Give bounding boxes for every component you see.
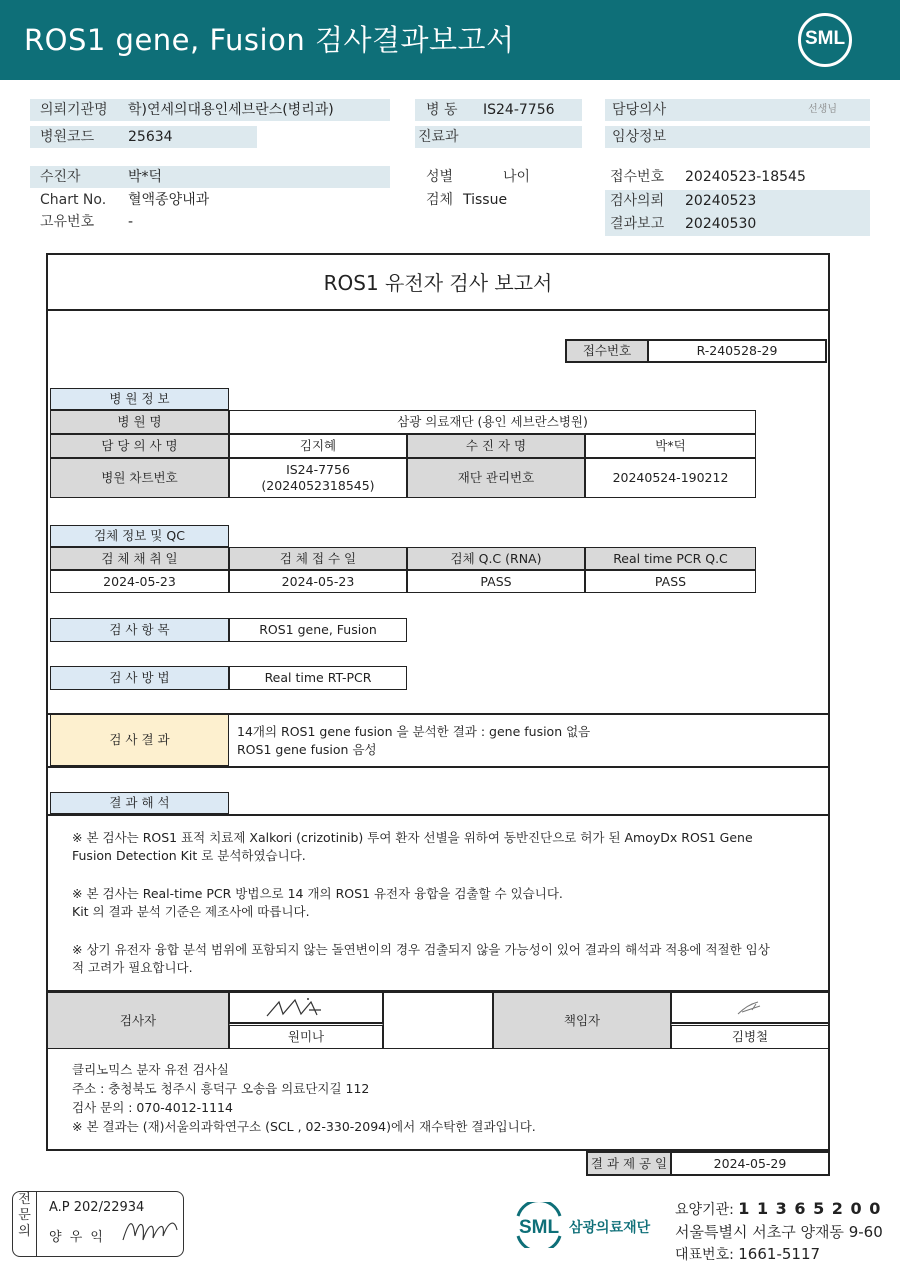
hospital-code-value: 25634 xyxy=(128,129,173,145)
patient-label: 수진자 xyxy=(40,169,81,185)
note1-line2: Fusion Detection Kit 로 분석하였습니다. xyxy=(72,848,306,863)
provide-date-label: 결 과 제 공 일 xyxy=(586,1151,672,1176)
phone-label: 대표번호: xyxy=(675,1247,739,1263)
lab-name: 클리노믹스 분자 유전 검사실 xyxy=(72,1062,229,1077)
ward-value: IS24-7756 xyxy=(483,102,555,118)
clinical-label: 임상정보 xyxy=(612,129,667,145)
dept-label: 진료과 xyxy=(418,129,459,145)
phone-value: 1661-5117 xyxy=(738,1245,821,1263)
age-label: 나이 xyxy=(503,169,531,185)
rna-qc-label: 검체 Q.C (RNA) xyxy=(407,547,585,570)
tester-label: 검사자 xyxy=(48,992,229,1049)
stamp-side-label: 전문의 xyxy=(13,1192,37,1256)
pcr-qc-value: PASS xyxy=(585,570,756,593)
header-bar xyxy=(0,0,900,80)
doctor-name-label: 담 당 의 사 명 xyxy=(50,434,229,458)
specialist-stamp xyxy=(12,1191,184,1257)
footer-address: 서울특별시 서초구 양재동 9-60 xyxy=(675,1223,883,1241)
chart-value: 혈액종양내과 xyxy=(128,192,210,208)
specimen-value: Tissue xyxy=(463,192,508,208)
chart-label: Chart No. xyxy=(40,192,107,208)
tester-signature xyxy=(229,992,383,1023)
divider xyxy=(48,814,828,816)
test-item-label: 검 사 항 목 xyxy=(50,618,229,642)
chart-no-line1: IS24-7756 xyxy=(286,462,350,477)
provide-date-value: 2024-05-29 xyxy=(670,1151,830,1176)
patient-name-label: 수 진 자 명 xyxy=(407,434,585,458)
hospital-code-label: 병원코드 xyxy=(40,129,95,145)
receive-date-value: 2024-05-23 xyxy=(229,570,407,593)
report-title: ROS1 유전자 검사 보고서 xyxy=(323,271,553,295)
institution-value: 학)연세의대용인세브란스(병리과) xyxy=(128,102,334,118)
specimen-section-label: 검체 정보 및 QC xyxy=(50,525,229,547)
request-label: 검사의뢰 xyxy=(610,193,665,209)
manager-label: 책임자 xyxy=(493,992,671,1049)
receipt-label: 접수번호 xyxy=(610,169,665,185)
receipt-no-value: R-240528-29 xyxy=(647,339,827,363)
manager-signature-icon xyxy=(730,998,770,1018)
ward-label: 병 동 xyxy=(426,102,458,118)
brand-name: 삼광의료재단 xyxy=(569,1220,651,1236)
lab-address: 주소 : 충청북도 청주시 흥덕구 오송읍 의료단지길 112 xyxy=(72,1081,370,1096)
mgmt-no-label: 재단 관리번호 xyxy=(407,458,585,498)
footer-phone xyxy=(675,1243,883,1266)
test-method-value: Real time RT-PCR xyxy=(229,666,407,690)
note1-line1: ※ 본 검사는 ROS1 표적 치료제 Xalkori (crizotinib) 투여 환자 선별을 위하여 동반진단으로 허가 된 AmoyDx ROS1 Gene xyxy=(72,830,753,845)
tester-signature-icon xyxy=(261,996,351,1020)
interp-label: 결 과 해 석 xyxy=(50,792,229,814)
doctor-label: 담당의사 xyxy=(612,102,667,118)
test-result-line1: 14개의 ROS1 gene fusion 을 분석한 결과 : gene fusion 없음 xyxy=(237,724,591,739)
specimen-label: 검체 xyxy=(426,192,454,208)
note2-line1: ※ 본 검사는 Real-time PCR 방법으로 14 개의 ROS1 유전자 융합을 검출할 수 있습니다. xyxy=(72,886,563,901)
lab-info xyxy=(72,1060,536,1136)
stamp-id: A.P 202/22934 xyxy=(49,1200,145,1215)
chart-no-label: 병원 차트번호 xyxy=(50,458,229,498)
sml-logo: SML xyxy=(798,13,852,67)
collect-date-value: 2024-05-23 xyxy=(50,570,229,593)
code-value: 1 1 3 6 5 2 0 0 xyxy=(738,1199,882,1218)
institution-label: 의뢰기관명 xyxy=(40,102,108,118)
tester-name: 원미나 xyxy=(229,1023,383,1049)
stamp-name: 양 우 익 xyxy=(49,1230,105,1245)
patient-name-value: 박*덕 xyxy=(585,434,756,458)
test-result-label: 검 사 결 과 xyxy=(50,715,229,766)
manager-name: 김병철 xyxy=(671,1023,828,1049)
manager-signature xyxy=(671,992,828,1023)
receipt-value: 20240523-18545 xyxy=(685,169,806,185)
lab-phone: 검사 문의 : 070-4012-1114 xyxy=(72,1100,233,1115)
blank-cell xyxy=(383,992,493,1049)
note2-line2: Kit 의 결과 분석 기준은 제조사에 따릅니다. xyxy=(72,904,310,919)
test-item-value: ROS1 gene, Fusion xyxy=(229,618,407,642)
request-value: 20240523 xyxy=(685,193,757,209)
divider xyxy=(48,309,828,311)
uid-label: 고유번호 xyxy=(40,214,95,230)
footer-code xyxy=(675,1198,883,1221)
stamp-signature-icon xyxy=(119,1210,181,1250)
svg-text:SML: SML xyxy=(518,1217,560,1238)
doctor-name-value: 김지혜 xyxy=(229,434,407,458)
hospital-section-label: 병 원 정 보 xyxy=(50,388,229,410)
divider xyxy=(48,766,828,768)
note3-line1: ※ 상기 유전자 융합 분석 범위에 포함되지 않는 돌연변이의 경우 검출되지 않을 가능성이 있어 결과의 해석과 적용에 적절한 임상 xyxy=(72,942,770,957)
hospital-name-value: 삼광 의료재단 (용인 세브란스병원) xyxy=(229,410,756,434)
patient-value: 박*덕 xyxy=(128,169,163,185)
page-title: ROS1 gene, Fusion 검사결과보고서 xyxy=(24,23,515,57)
sex-label: 성별 xyxy=(426,169,454,185)
result-date-value: 20240530 xyxy=(685,216,757,232)
collect-date-label: 검 체 채 취 일 xyxy=(50,547,229,570)
pcr-qc-label: Real time PCR Q.C xyxy=(585,547,756,570)
lab-note: ※ 본 결과는 (재)서울의과학연구소 (SCL , 02-330-2094)에서 재수탁한 결과입니다. xyxy=(72,1119,536,1134)
chart-no-line2: (2024052318545) xyxy=(261,478,375,493)
doctor-suffix: 선생님 xyxy=(808,104,837,115)
chart-no-value xyxy=(229,458,407,498)
hospital-name-label: 병 원 명 xyxy=(50,410,229,434)
test-method-label: 검 사 방 법 xyxy=(50,666,229,690)
note3-line2: 적 고려가 필요합니다. xyxy=(72,960,193,975)
sml-brand-logo-icon xyxy=(512,1202,566,1248)
test-result-line2: ROS1 gene fusion 음성 xyxy=(237,742,377,757)
uid-value: - xyxy=(128,214,134,230)
receipt-no-label: 접수번호 xyxy=(565,339,649,363)
code-label: 요양기관: xyxy=(675,1202,739,1218)
mgmt-no-value: 20240524-190212 xyxy=(585,458,756,498)
footer-info xyxy=(675,1198,883,1266)
result-date-label: 결과보고 xyxy=(610,216,665,232)
rna-qc-value: PASS xyxy=(407,570,585,593)
receive-date-label: 검 체 접 수 일 xyxy=(229,547,407,570)
patient-row xyxy=(30,166,390,188)
